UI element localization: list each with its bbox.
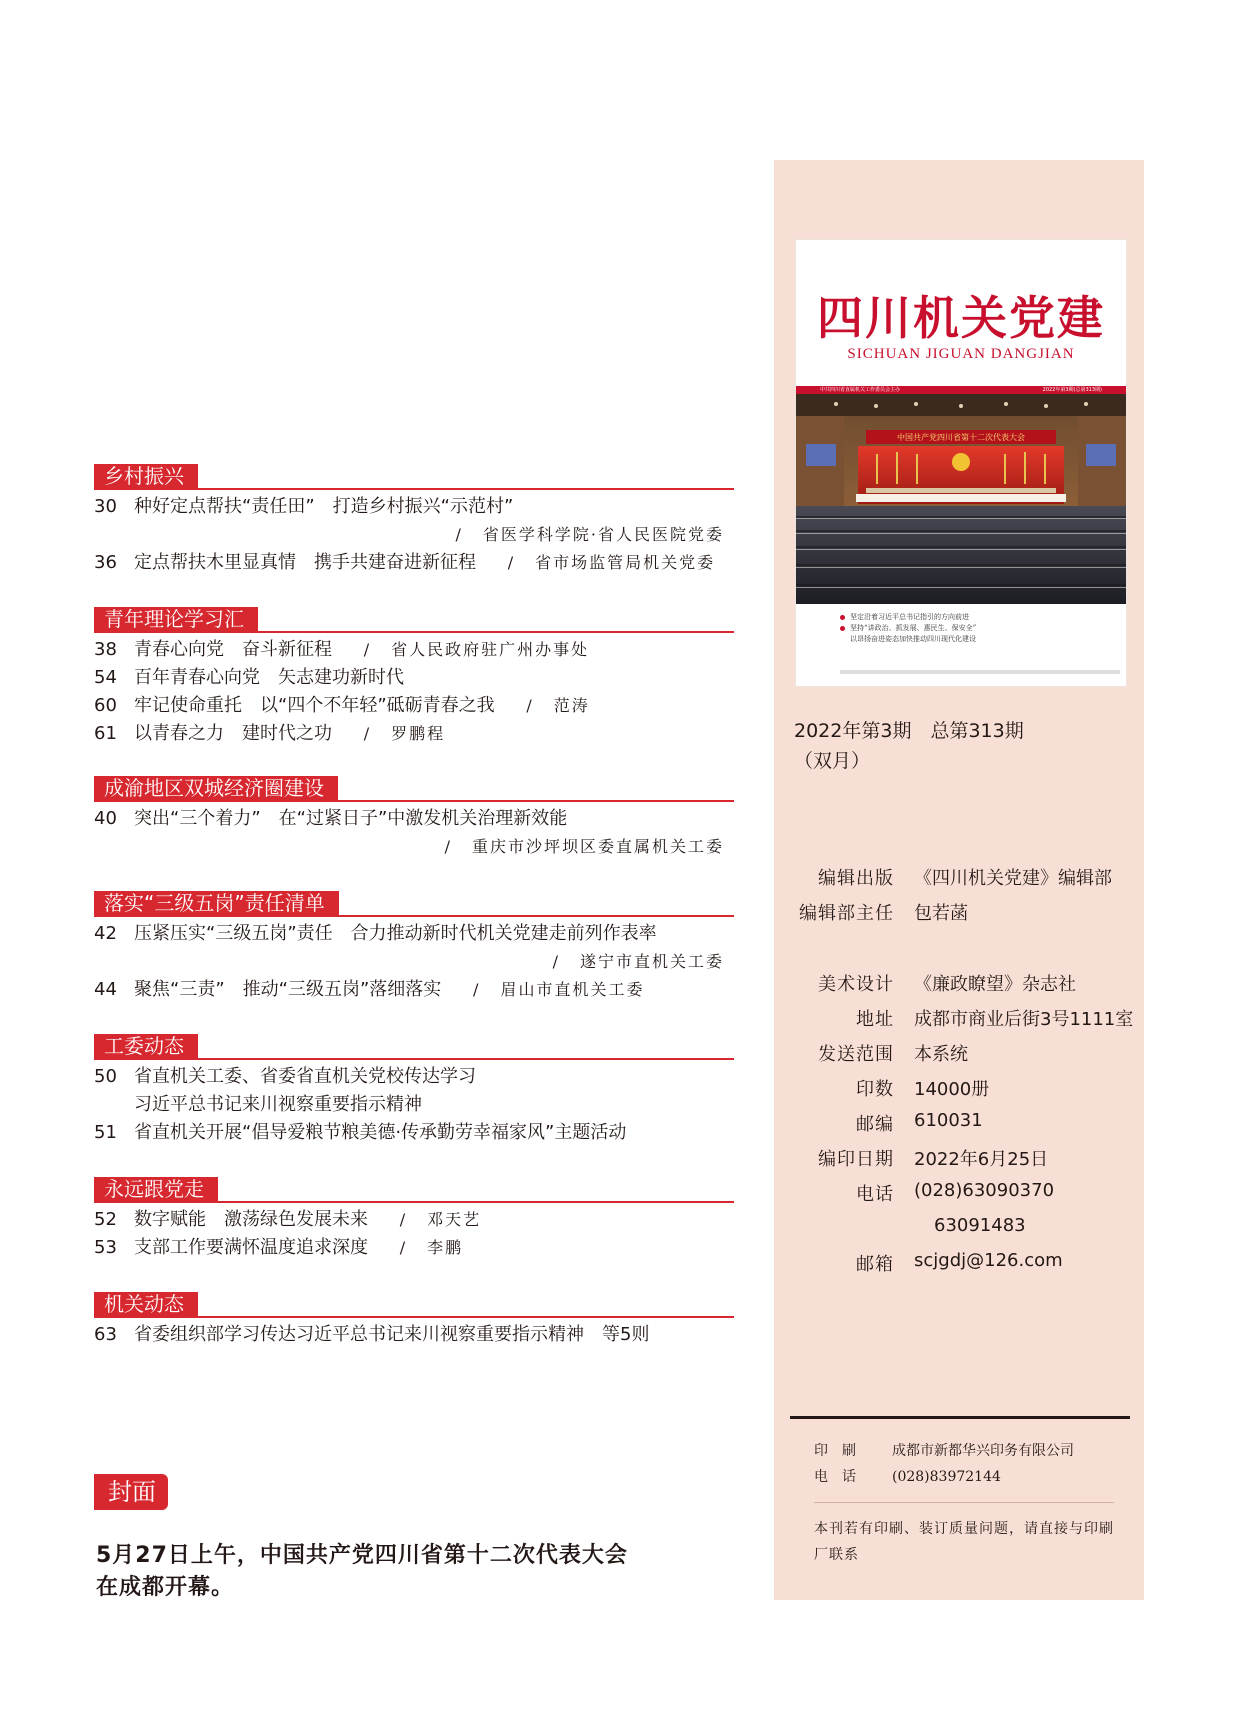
section-title: 青年理论学习汇 (94, 607, 258, 631)
info-row: 编辑出版 《四川机关党建》编辑部 (818, 868, 1112, 889)
cover-headlines: 坚定沿着习近平总书记指引的方向前进 坚持“讲政治、抓发展、惠民生、保安全” 以昂扬奋进姿态加快推动四川现代化建设 (840, 612, 1110, 645)
cover-band: 中共四川省直属机关工作委员会主办 2022年第3期(总第313期) (796, 386, 1126, 394)
toc-entry[interactable] (94, 1063, 734, 1091)
article-author: 省市场监管局机关党委 (535, 553, 716, 572)
cover-masthead-english: SICHUAN JIGUAN DANGJIAN (847, 346, 1075, 362)
page-number: 40 (94, 808, 117, 829)
toc-entry-author: / 遂宁市直机关工委 (552, 952, 724, 971)
toc-section-chengyu-economic-circle (94, 776, 734, 861)
section-title: 乡村振兴 (94, 464, 198, 488)
toc-entry[interactable] (94, 920, 734, 948)
toc-entry[interactable]: 36 定点帮扶木里显真情 携手共建奋进新征程 / 省市场监管局机关党委 (94, 549, 734, 577)
info-row: 地址 成都市商业后街3号1111室 (856, 1009, 1134, 1030)
page-number: 38 (94, 639, 117, 660)
page-number: 42 (94, 923, 117, 944)
toc-entry-author: / 省医学科学院·省人民医院党委 (455, 525, 724, 544)
article-title: 种好定点帮扶“责任田” 打造乡村振兴“示范村” (134, 496, 514, 517)
article-author: 范涛 (553, 696, 590, 715)
section-rule (94, 1316, 734, 1318)
article-title: 突出“三个着力” 在“过紧日子”中激发机关治理新效能 (134, 808, 568, 829)
toc-section-committee-news (94, 1034, 734, 1147)
toc-section-youth-theory (94, 607, 734, 748)
toc-section-agency-news (94, 1292, 734, 1349)
page-number: 51 (94, 1122, 117, 1143)
article-title: 青春心向党 奋斗新征程 (134, 639, 332, 660)
info-row: 电话 (028)63090370 (856, 1180, 1055, 1205)
toc-entry[interactable]: 38 青春心向党 奋斗新征程 / 省人民政府驻广州办事处 (94, 636, 734, 664)
issue-frequency: （双月） (794, 750, 871, 772)
divider-thick (790, 1416, 1130, 1419)
cover-masthead: 四川机关党建 (817, 291, 1105, 345)
toc-entry[interactable]: 53 支部工作要满怀温度追求深度 / 李鹏 (94, 1234, 734, 1262)
article-title: 以青春之力 建时代之功 (134, 723, 332, 744)
toc-entry[interactable] (94, 493, 734, 521)
info-row: 63091483 (934, 1215, 1026, 1236)
toc-entry[interactable]: 61 以青春之力 建时代之功 / 罗鹏程 (94, 720, 734, 748)
article-title-continued: 习近平总书记来川视察重要指示精神 (134, 1094, 422, 1115)
article-title: 牢记使命重托 以“四个不年轻”砥砺青春之我 (134, 695, 495, 716)
printer-row: 印刷 成都市新都华兴印务有限公司 (814, 1443, 1074, 1459)
congress-hall-photo (796, 394, 1126, 604)
cover-note-text: 5月27日上午，中国共产党四川省第十二次代表大会 在成都开幕。 (96, 1543, 628, 1600)
info-row: 印数 14000册 (856, 1079, 990, 1100)
info-row: 发送范围 本系统 (818, 1044, 968, 1065)
page-number: 53 (94, 1237, 117, 1258)
page-number: 61 (94, 723, 117, 744)
issue-number: 2022年第3期 总第313期 (794, 720, 1024, 742)
info-row: 美术设计 《廉政瞭望》杂志社 (818, 974, 1076, 995)
toc-section-follow-the-party (94, 1177, 734, 1262)
article-title: 百年青春心向党 矢志建功新时代 (134, 667, 404, 688)
section-title: 落实“三级五岗”责任清单 (94, 891, 339, 915)
article-author: 遂宁市直机关工委 (579, 952, 724, 971)
article-title: 省直机关工委、省委省直机关党校传达学习 (134, 1066, 476, 1087)
article-title: 数字赋能 激荡绿色发展未来 (134, 1209, 368, 1230)
toc-entry[interactable] (94, 1321, 734, 1349)
info-spacer (774, 934, 1144, 970)
toc-entry[interactable] (94, 1119, 734, 1147)
article-title: 压紧压实“三级五岗”责任 合力推动新时代机关党建走前列作表率 (134, 923, 657, 944)
info-panel (774, 160, 1144, 1600)
article-author: 李鹏 (427, 1238, 464, 1257)
toc-entry[interactable]: 60 牢记使命重托 以“四个不年轻”砥砺青春之我 / 范涛 (94, 692, 734, 720)
divider-thin (814, 1502, 1114, 1503)
section-title: 永远跟党走 (94, 1177, 218, 1201)
page-number: 44 (94, 979, 117, 1000)
info-row: 编印日期 2022年6月25日 (818, 1149, 1049, 1170)
toc-entry[interactable] (94, 805, 734, 833)
article-author: 罗鹏程 (391, 724, 446, 743)
cover-footer-strip (840, 670, 1120, 674)
article-author: 省医学科学院·省人民医院党委 (482, 525, 724, 544)
toc-entry-continued[interactable] (94, 1091, 734, 1119)
magazine-cover-image (796, 240, 1126, 686)
section-title: 机关动态 (94, 1292, 198, 1316)
section-title: 成渝地区双城经济圈建设 (94, 776, 338, 800)
article-author: 眉山市直机关工委 (500, 980, 645, 999)
section-title: 工委动态 (94, 1034, 198, 1058)
toc-entry[interactable] (94, 664, 734, 692)
toc-entry[interactable]: 52 数字赋能 激荡绿色发展未来 / 邓天艺 (94, 1206, 734, 1234)
article-title: 省直机关开展“倡导爱粮节粮美德·传承勤劳幸福家风”主题活动 (134, 1122, 627, 1143)
svg-text:中国共产党四川省第十二次代表大会: 中国共产党四川省第十二次代表大会 (897, 433, 1025, 442)
toc-section-three-levels-five-posts (94, 891, 734, 1004)
section-rule (94, 488, 734, 490)
article-title: 省委组织部学习传达习近平总书记来川视察重要指示精神 等5则 (134, 1324, 650, 1345)
page-number: 52 (94, 1209, 117, 1230)
issue-info (794, 716, 1024, 776)
info-row: 邮编 610031 (856, 1110, 983, 1135)
article-author: 邓天艺 (427, 1210, 482, 1229)
info-row: 编辑部主任 包若菡 (799, 903, 968, 924)
page-number: 54 (94, 667, 117, 688)
section-rule (94, 1058, 734, 1060)
toc-entry[interactable]: 44 聚焦“三责” 推动“三级五岗”落细落实 / 眉山市直机关工委 (94, 976, 734, 1004)
toc-section-rural-revitalization (94, 464, 734, 577)
cover-note-label: 封面 (94, 1474, 168, 1510)
page-number: 50 (94, 1066, 117, 1087)
toc-entry-author: / 重庆市沙坪坝区委直属机关工委 (444, 837, 724, 856)
article-title: 聚焦“三责” 推动“三级五岗”落细落实 (134, 979, 442, 1000)
page-number: 36 (94, 552, 117, 573)
section-rule (94, 1201, 734, 1203)
page-number: 30 (94, 496, 117, 517)
printer-phone-row: 电话 (028)83972144 (814, 1469, 1001, 1485)
article-author: 省人民政府驻广州办事处 (391, 640, 590, 659)
section-rule (94, 800, 734, 802)
section-rule (94, 631, 734, 633)
section-rule (94, 915, 734, 917)
info-row: 邮箱 scjgdj@126.com (856, 1250, 1063, 1275)
masthead-info (774, 864, 1144, 1285)
printing-info (814, 1438, 1114, 1490)
article-title: 定点帮扶木里显真情 携手共建奋进新征程 (134, 552, 476, 573)
page-number: 63 (94, 1324, 117, 1345)
article-title: 支部工作要满怀温度追求深度 (134, 1237, 368, 1258)
article-author: 重庆市沙坪坝区委直属机关工委 (471, 837, 724, 856)
page-number: 60 (94, 695, 117, 716)
quality-notice: 本刊若有印刷、装订质量问题，请直接与印刷厂联系 (814, 1521, 1114, 1563)
